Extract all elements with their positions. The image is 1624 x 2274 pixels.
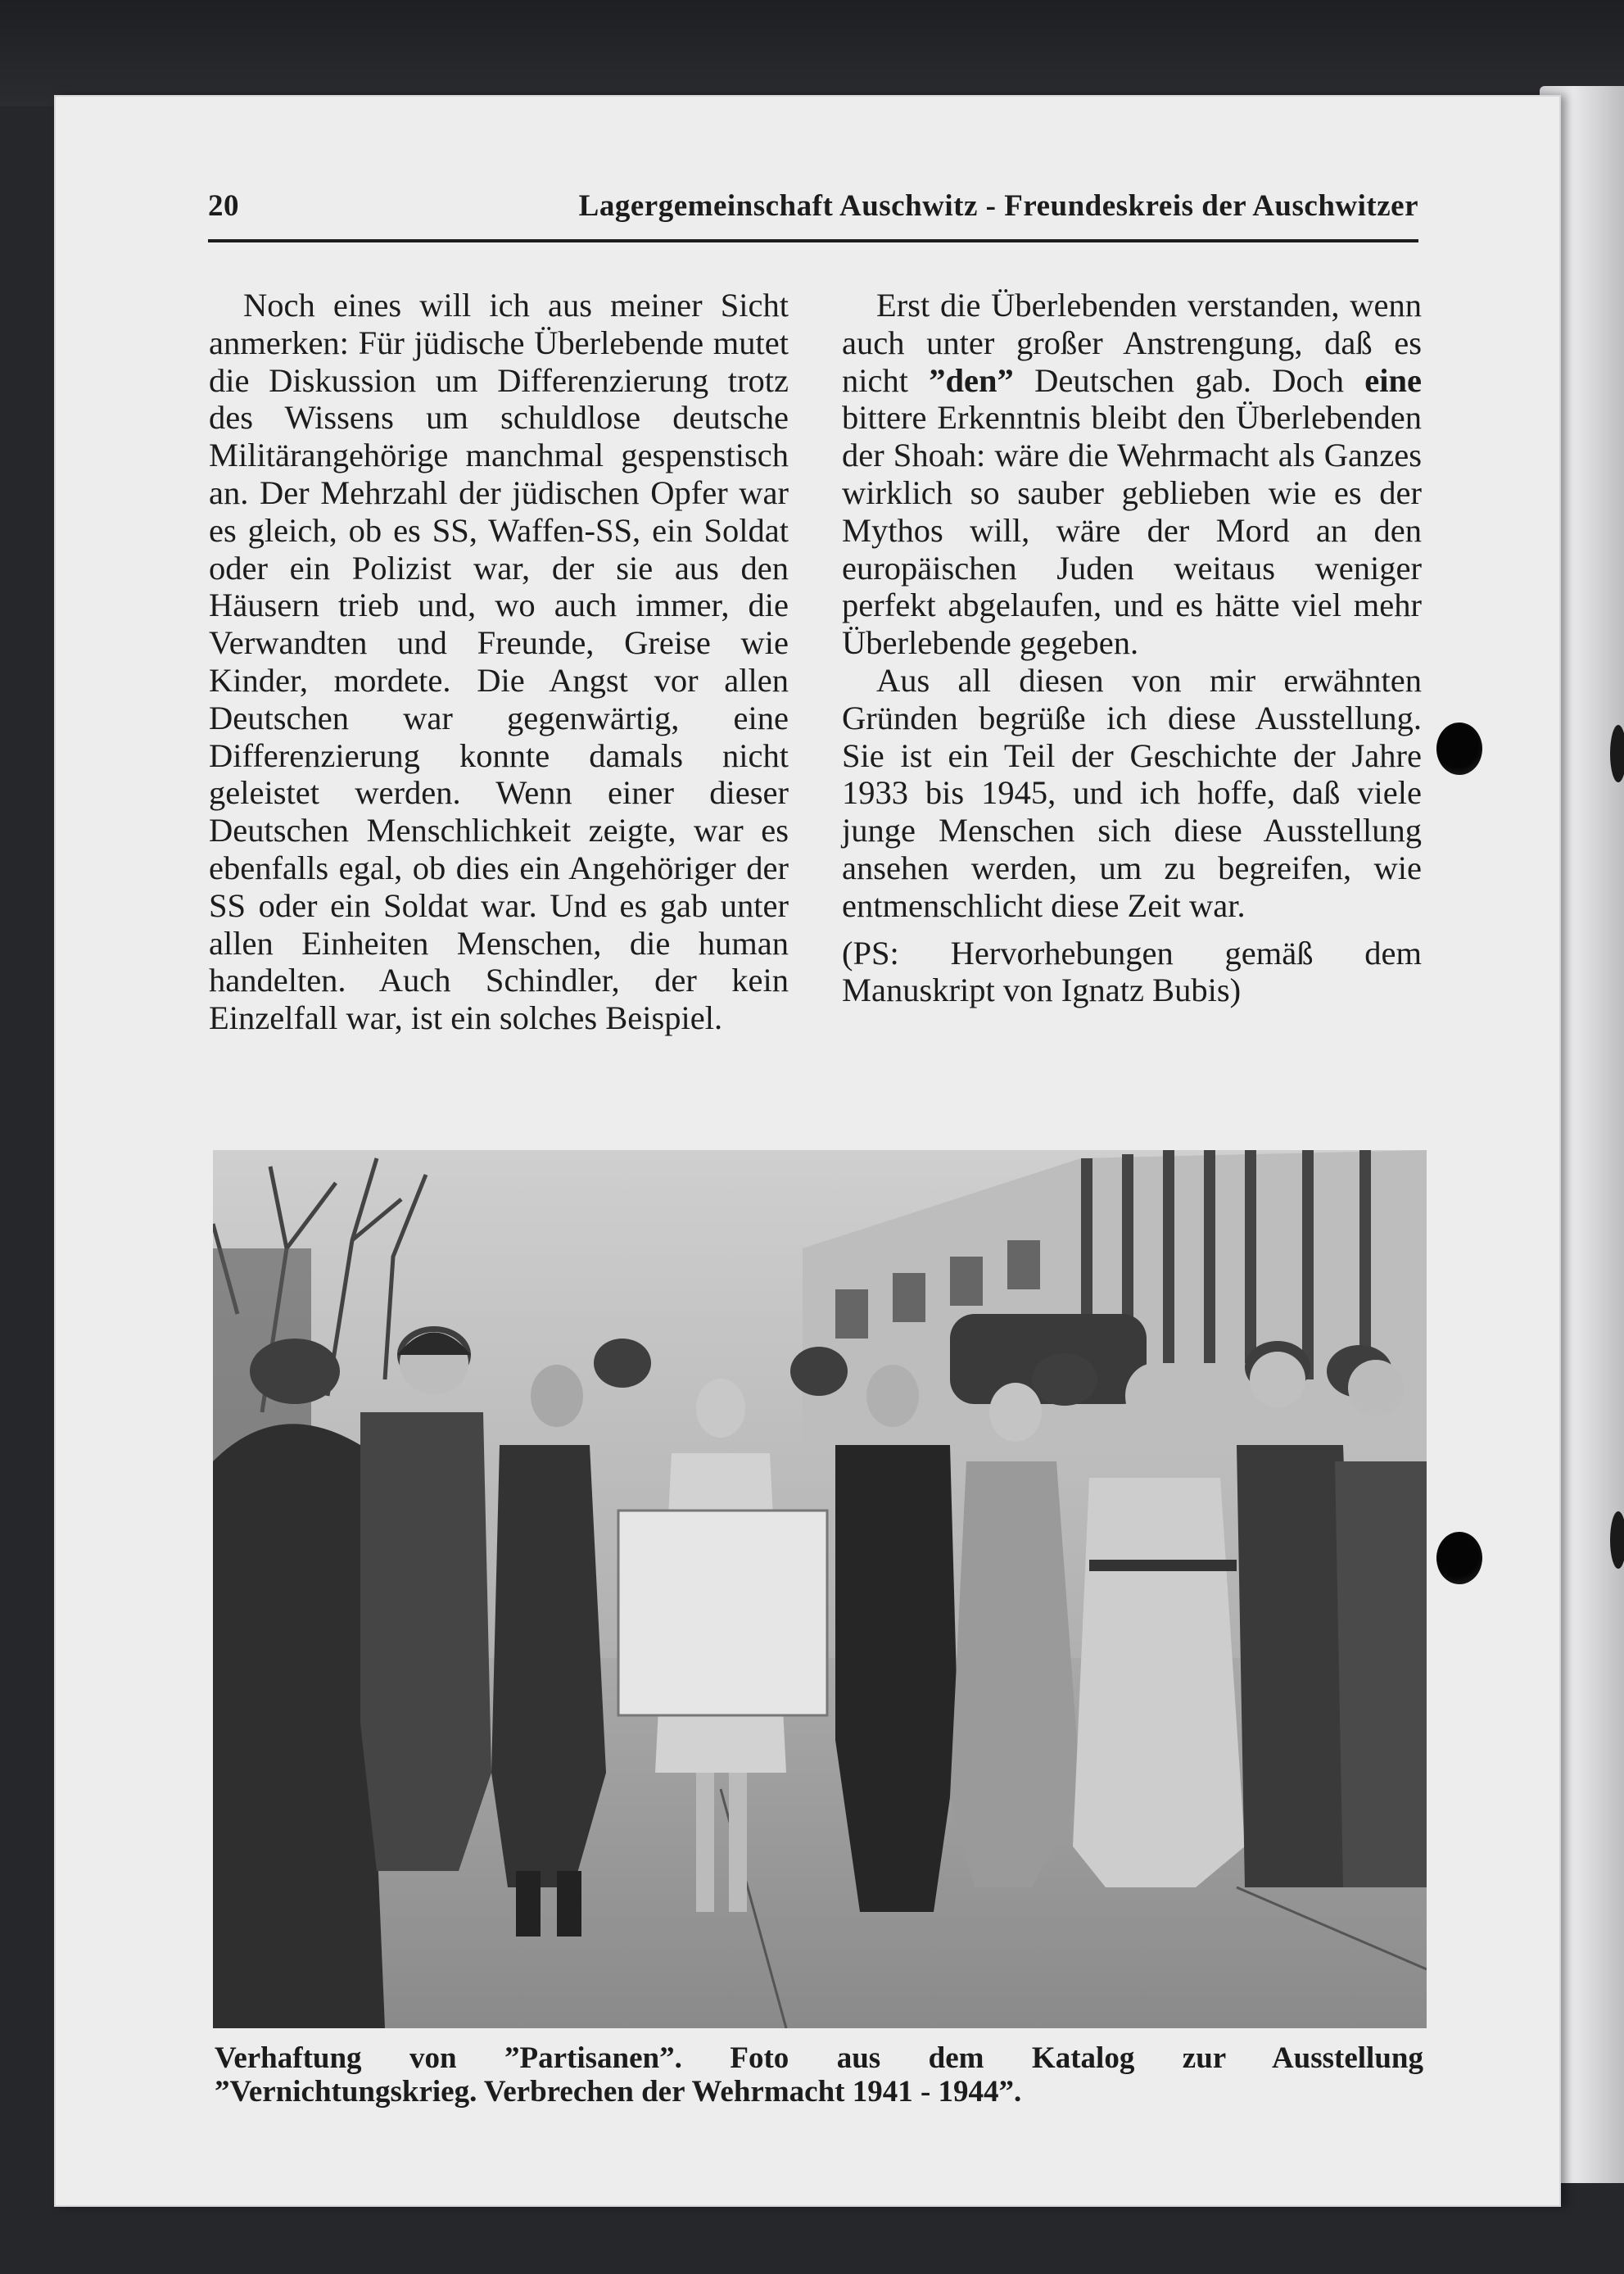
paragraph: Aus all diesen von mir erwähnten Gründen begrüße ich diese Ausstellung. Sie ist ein Teil der Geschichte der Jahre 1933 bis 1945, und ich hoffe, daß viele junge Menschen sich diese Ausstellung ansehen werden, um zu begreifen, wie entmenschlicht diese Zeit war.	[842, 661, 1422, 924]
adjacent-punch-hole	[1610, 725, 1624, 782]
text-column-right	[842, 287, 1422, 1009]
paragraph: Erst die Überlebenden verstanden, wenn auch unter großer Anstrengung, daß es nicht ”den” Deutschen gab. Doch eine bittere Erkenntnis bleibt den Überlebenden der Shoah: wäre die Wehrmacht als Ganzes wirklich so sauber geblieben wie es der Mythos will, wäre der Mord an den europäischen Juden weitaus weniger perfekt abgelaufen, und es hätte viel mehr Überlebende gegeben.	[842, 287, 1422, 662]
caption-line: ”Vernichtungskrieg. Verbrechen der Wehrmacht 1941 - 1944”.	[215, 2075, 1022, 2109]
text-column-left	[209, 287, 789, 1037]
adjacent-punch-hole	[1610, 1511, 1624, 1569]
paragraph: Noch eines will ich aus meiner Sicht anmerken: Für jüdische Überlebende mutet die Diskussion um Differenzierung trotz des Wissens um schuldlose deutsche Militärangehörige manchmal gespenstisch an. Der Mehrzahl der jüdischen Opfer war es gleich, ob es SS, Waffen-SS, ein Soldat oder ein Polizist war, der sie aus den Häusern trieb und, wo auch immer, die Verwandten und Freunde, Greise wie Kinder, mordete. Die Angst vor allen Deutschen war gegenwärtig, eine Differenzierung konnte damals nicht geleistet werden. Wenn einer dieser Deutschen Menschlichkeit zeigte, war es ebenfalls egal, ob dies ein Angehöriger der SS oder ein Soldat war. Und es gab unter allen Einheiten Menschen, die human handelten. Auch Schindler, der kein Einzelfall war, ist ein solches Beispiel.	[209, 287, 789, 1037]
historical-photo	[213, 1150, 1427, 2028]
running-title: Lagergemeinschaft Auschwitz - Freundeskreis der Auschwitzer	[578, 189, 1418, 223]
header-rule	[208, 239, 1418, 242]
scan-background	[0, 0, 1624, 106]
photo-caption	[215, 2041, 1423, 2109]
photo-illustration	[213, 1150, 1427, 2028]
punch-hole	[1436, 1532, 1482, 1584]
document-page	[54, 95, 1561, 2207]
page-number: 20	[208, 189, 239, 223]
punch-hole	[1436, 723, 1482, 775]
postscript-note: (PS: Hervorhebungen gemäß dem Manuskript von Ignatz Bubis)	[842, 934, 1422, 1009]
emphasis-den: ”den”	[929, 361, 1014, 399]
page-header	[208, 188, 1418, 224]
caption-line: Verhaftung von ”Partisanen”. Foto aus dem Katalog zur Ausstellung	[215, 2041, 1423, 2075]
emphasis-eine: eine	[1364, 361, 1422, 399]
